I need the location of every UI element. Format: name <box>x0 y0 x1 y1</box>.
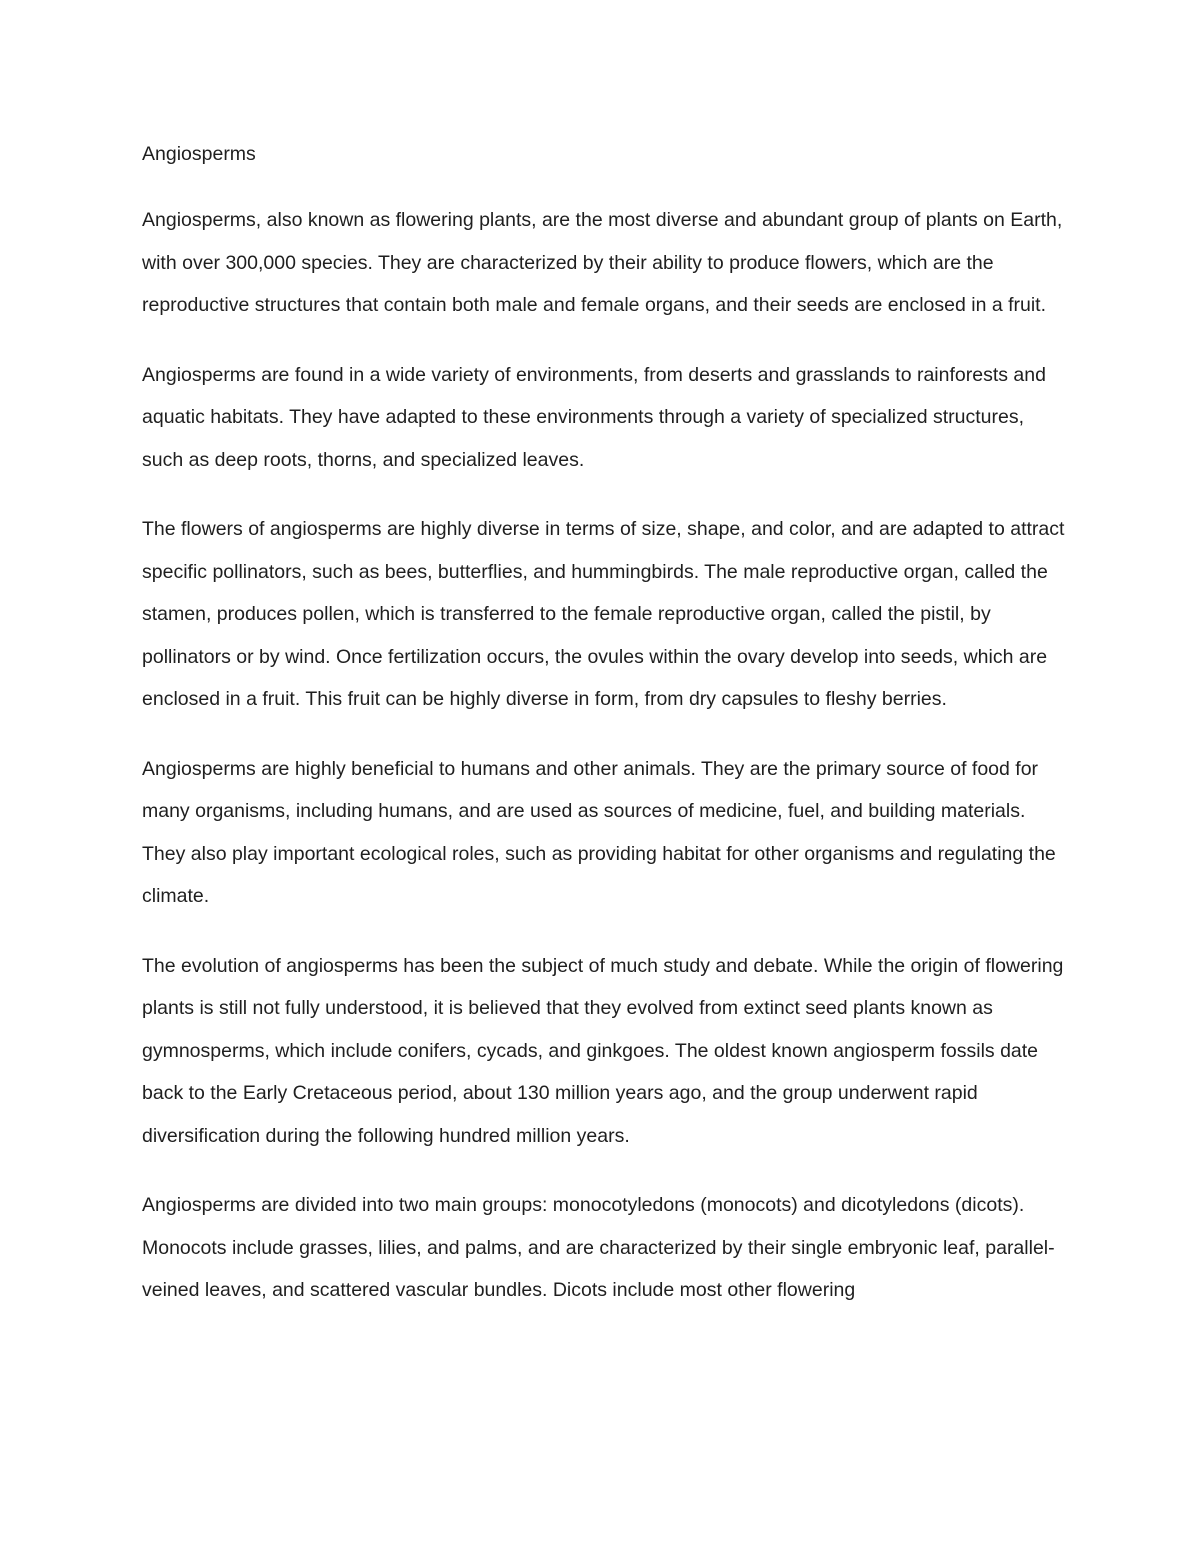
document-title: Angiosperms <box>142 143 256 165</box>
document-body <box>142 138 1067 1339</box>
paragraph-4: Angiosperms are highly beneficial to humans and other animals. They are the primary source of food for many organisms, including humans, and are used as sources of medicine, fuel, and building materials. They also play important ecological roles, such as providing habitat for other organisms and regulating the climate. <box>142 757 1056 907</box>
paragraph-6: Angiosperms are divided into two main groups: monocotyledons (monocots) and dicotyledons (dicots). Monocots include grasses, lilies, and palms, and are characterized by their single embryonic leaf, parallel-veined leaves, and scattered vascular bundles. Dicots include most other flowering <box>142 1194 1055 1301</box>
paragraph-1: Angiosperms, also known as flowering plants, are the most diverse and abundant group of plants on Earth, with over 300,000 species. They are characterized by their ability to produce flowers, which are the reproductive structures that contain both male and female organs, and their seeds are enclosed in a fruit. <box>142 209 1063 316</box>
paragraph-5: The evolution of angiosperms has been the subject of much study and debate. While the origin of flowering plants is still not fully understood, it is believed that they evolved from extinct seed plants known as gymnosperms, which include conifers, cycads, and ginkgoes. The oldest known angiosperm fossils date back to the Early Cretaceous period, about 130 million years ago, and the group underwent rapid diversification during the following hundred million years. <box>142 954 1064 1147</box>
paragraph-2: Angiosperms are found in a wide variety of environments, from deserts and grasslands to rainforests and aquatic habitats. They have adapted to these environments through a variety of specialized structures, such as deep roots, thorns, and specialized leaves. <box>142 363 1046 471</box>
paragraph-3: The flowers of angiosperms are highly diverse in terms of size, shape, and color, and are adapted to attract specific pollinators, such as bees, butterflies, and hummingbirds. The male reproductive organ, called the stamen, produces pollen, which is transferred to the female reproductive organ, called the pistil, by pollinators or by wind. Once fertilization occurs, the ovules within the ovary develop into seeds, which are enclosed in a fruit. This fruit can be highly diverse in form, from dry capsules to fleshy berries. <box>142 518 1065 710</box>
